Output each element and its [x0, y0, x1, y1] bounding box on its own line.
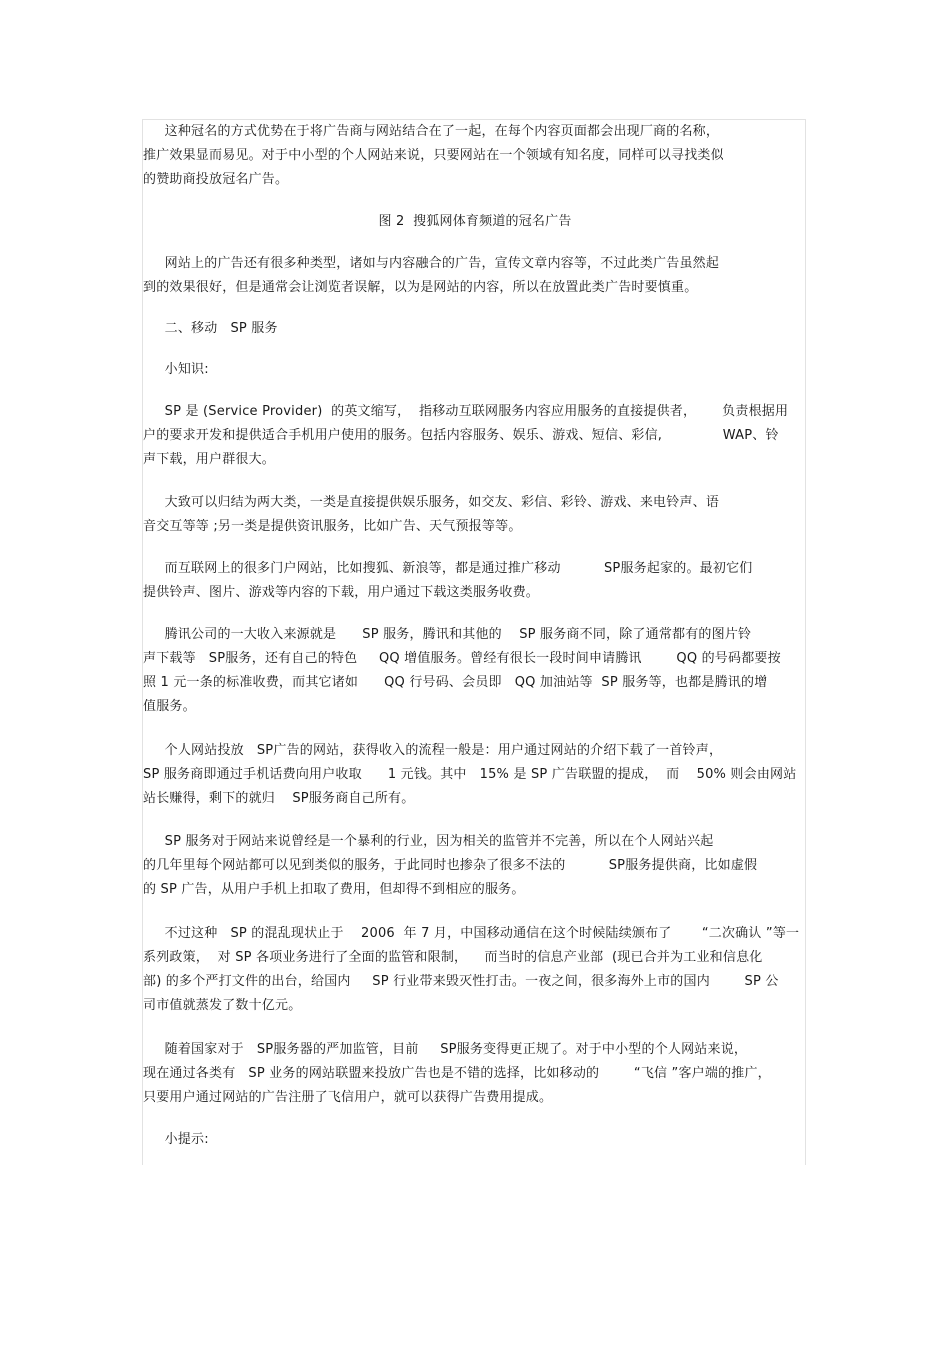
text-line: 只要用户通过网站的广告注册了飞信用户，就可以获得广告费用提成。: [143, 1090, 553, 1105]
text-line: 系列政策， 对 SP 各项业务进行了全面的监管和限制， 而当时的信息产业部 (现已合并为工业和信息化: [143, 950, 763, 965]
caption-text: 图 2 搜狐网体育频道的冠名广告: [378, 214, 572, 229]
text-line: 大致可以归结为两大类，一类是直接提供娱乐服务，如交友、彩信、彩铃、游戏、来电铃声、语: [143, 495, 720, 510]
paragraph-sp-categories: [143, 491, 807, 539]
text-line: 户的要求开发和提供适合手机用户使用的服务。包括内容服务、娱乐、游戏、短信、彩信, WAP、铃: [143, 428, 779, 443]
text-line: 值服务。: [143, 699, 196, 714]
text-line: 推广效果显而易见。对于中小型的个人网站来说，只要网站在一个领域有知名度，同样可以寻找类似: [143, 148, 724, 163]
paragraph-sponsor-advantage: [143, 120, 807, 192]
text-line: 部) 的多个严打文件的出台，给国内 SP 行业带来毁灭性打击。一夜之间，很多海外上市的国内 SP 公: [143, 974, 779, 989]
paragraph-other-ad-types: [143, 252, 807, 300]
paragraph-regulation: [143, 922, 807, 1018]
text-line: 的赞助商投放冠名广告。: [143, 172, 289, 187]
heading-text: 二、移动 SP 服务: [143, 321, 278, 336]
text-line: 的几年里每个网站都可以见到类似的服务，于此同时也掺杂了很多不法的 SP服务提供商，比如虚假: [143, 858, 758, 873]
text-line: 个人网站投放 SP广告的网站，获得收入的流程一般是：用户通过网站的介绍下载了一首铃声，: [143, 743, 723, 758]
text-line: 不过这种 SP 的混乱现状止于 2006 年 7 月，中国移动通信在这个时候陆续颁布了 “二次确认 ”等一: [143, 926, 800, 941]
text-line: 网站上的广告还有很多种类型，诸如与内容融合的广告，宣传文章内容等，不过此类广告虽然起: [143, 256, 720, 271]
text-line: 音交互等等 ;另一类是提供资讯服务，比如广告、天气预报等等。: [143, 519, 522, 534]
text-line: 而互联网上的很多门户网站，比如搜狐、新浪等，都是通过推广移动 SP服务起家的。最初它们: [143, 561, 753, 576]
text-line: SP 服务商即通过手机话费向用户收取 1 元钱。其中 15% 是 SP 广告联盟的提成， 而 50% 则会由网站: [143, 767, 797, 782]
tip-text: 小提示:: [143, 1132, 209, 1147]
text-line: 这种冠名的方式优势在于将广告商与网站结合在了一起，在每个内容页面都会出现厂商的名称，: [143, 124, 720, 139]
text-line: SP 服务对于网站来说曾经是一个暴利的行业，因为相关的监管并不完善，所以在个人网站兴起: [143, 834, 714, 849]
tip-text: 小知识:: [143, 362, 209, 377]
text-line: 随着国家对于 SP服务器的严加监管，目前 SP服务变得更正规了。对于中小型的个人网站来说，: [143, 1042, 748, 1057]
paragraph-sp-definition: [143, 400, 807, 472]
text-line: 声下载等 SP服务，还有自己的特色 QQ 增值服务。曾经有很长一段时间申请腾讯 QQ 的号码都要按: [143, 651, 781, 666]
text-line: SP 是 (Service Provider) 的英文缩写， 指移动互联网服务内容应用服务的直接提供者， 负责根据用: [143, 404, 789, 419]
paragraph-portals: [143, 557, 807, 605]
paragraph-current-status: [143, 1038, 807, 1110]
text-line: 腾讯公司的一大收入来源就是 SP 服务，腾讯和其他的 SP 服务商不同，除了通常都有的图片铃: [143, 627, 752, 642]
paragraph-sp-profit: [143, 830, 807, 902]
text-line: 的 SP 广告，从用户手机上扣取了费用，但却得不到相应的服务。: [143, 882, 525, 897]
text-line: 到的效果很好，但是通常会让浏览者误解，以为是网站的内容，所以在放置此类广告时要慎重。: [143, 280, 698, 295]
tip-label: [143, 358, 807, 382]
figure-caption: [143, 210, 807, 234]
paragraph-tencent: [143, 623, 807, 719]
section-heading-sp: [143, 317, 807, 341]
text-line: 照 1 元一条的标准收费，而其它诸如 QQ 行号码、会员即 QQ 加油站等 SP 服务等，也都是腾讯的增: [143, 675, 768, 690]
text-line: 现在通过各类有 SP 业务的网站联盟来投放广告也是不错的选择，比如移动的 “飞信 ”客户端的推广，: [143, 1066, 771, 1081]
text-line: 站长赚得，剩下的就归 SP服务商自己所有。: [143, 791, 415, 806]
paragraph-revenue-flow: [143, 739, 807, 811]
text-line: 声下载，用户群很大。: [143, 452, 276, 467]
text-line: 司市值就蒸发了数十亿元。: [143, 998, 302, 1013]
tip-label-2: [143, 1128, 807, 1152]
text-line: 提供铃声、图片、游戏等内容的下载，用户通过下载这类服务收费。: [143, 585, 540, 600]
